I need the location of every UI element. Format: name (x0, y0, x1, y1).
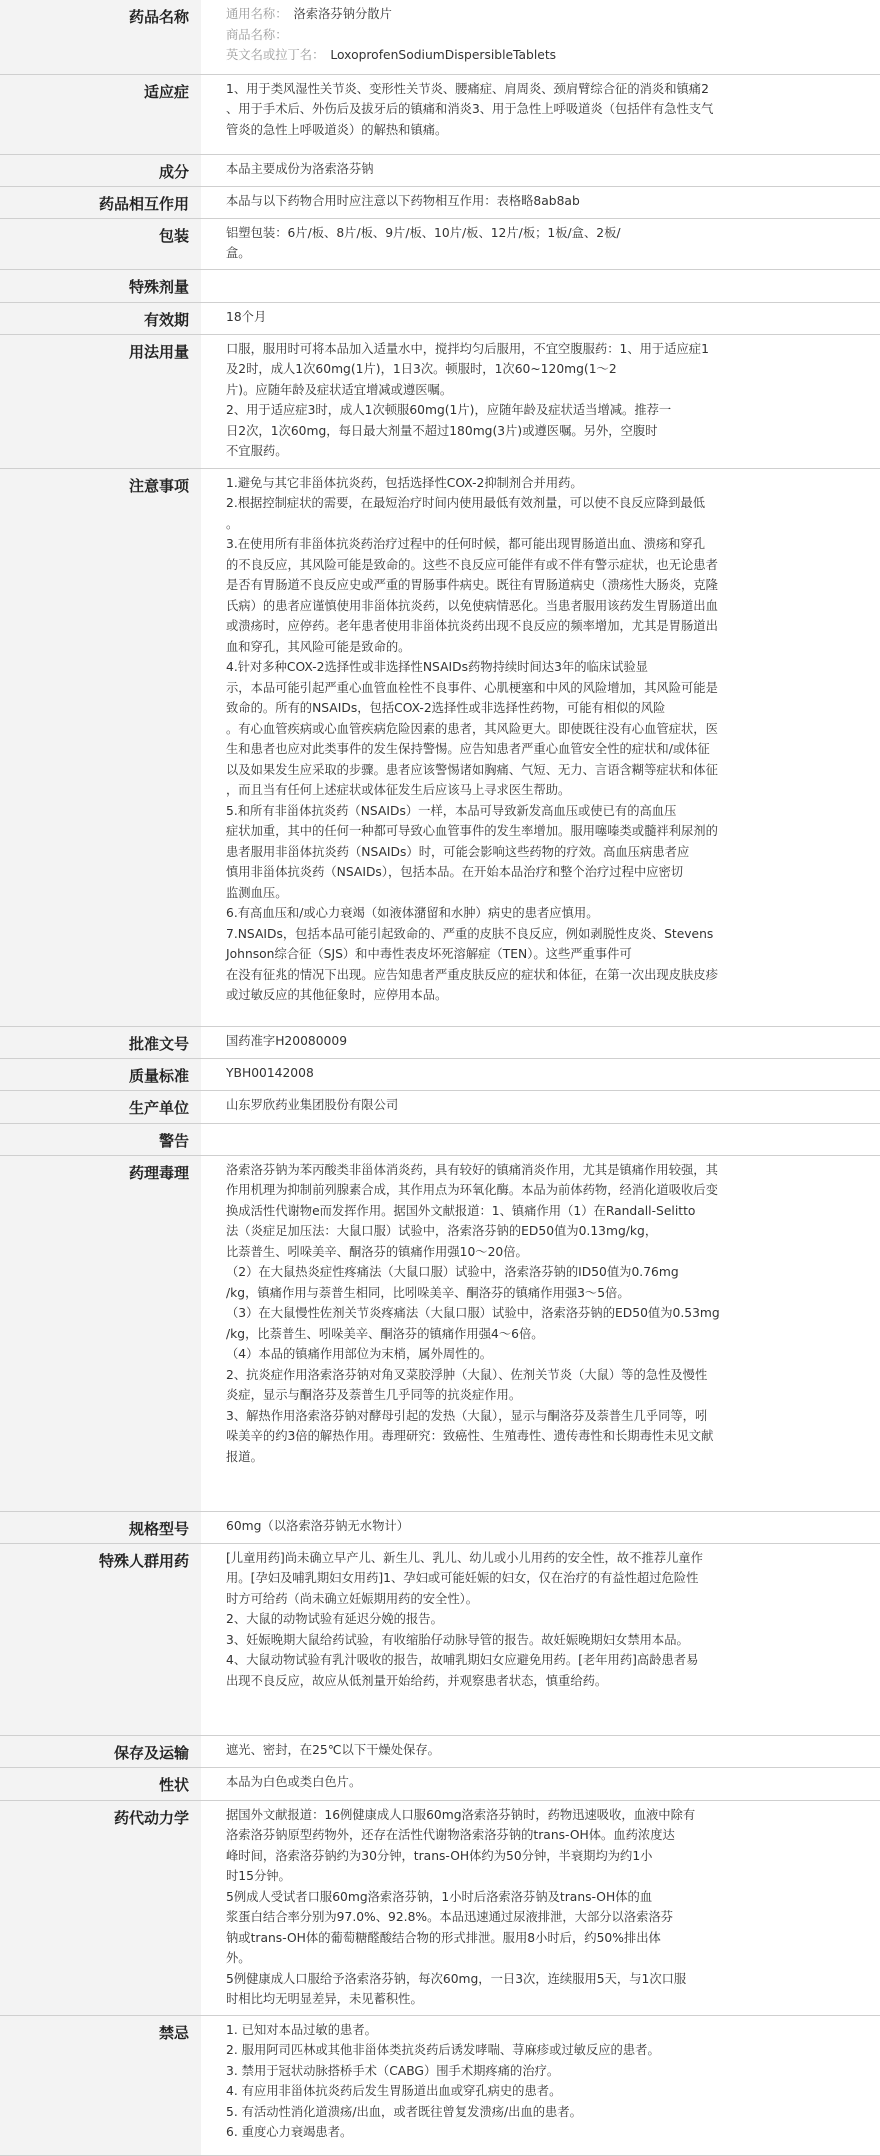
text-line: 血和穿孔，其风险可能是致命的。 (226, 639, 411, 654)
text-line: （2）在大鼠热炎症性疼痛法（大鼠口服）试验中，洛索洛芬钠的ID50值为0.76mg (226, 1265, 679, 1279)
text-line: 5. 有活动性消化道溃疡/出血，或者既往曾复发溃疡/出血的患者。 (226, 2104, 582, 2119)
text-line: 或溃疡时，应停药。老年患者使用非甾体抗炎药出现不良反应的频率增加，尤其是胃肠道出 (226, 619, 718, 633)
text-line: 据国外文献报道：16例健康成人口服60mg洛索洛芬钠时，药物迅速吸收，血液中除有 (226, 1807, 696, 1822)
spec-row (0, 2015, 880, 2155)
text-line: 钠或trans-OH体的葡萄糖醛酸结合物的形式排泄。服用8小时后，约50%排出体 (226, 1930, 661, 1945)
text-line: 2. 服用阿司匹林或其他非甾体类抗炎药后诱发哮喘、荨麻疹或过敏反应的患者。 (226, 2043, 660, 2057)
text-line: 慎用非甾体抗炎药（NSAIDs），包括本品。在开始本品治疗和整个治疗过程中应密切 (226, 865, 684, 879)
field-label: 注意事项 (0, 468, 201, 1026)
field-label: 规格型号 (0, 1511, 201, 1543)
text-line: 法（炎症足加压法：大鼠口服）试验中，洛索洛芬钠的ED50值为0.13mg/kg， (226, 1224, 658, 1238)
field-value (201, 1511, 880, 1543)
text-line: 。 (226, 516, 239, 531)
text-line: [儿童用药]尚未确立早产儿、新生儿、乳儿、幼儿或小儿用药的安全性，故不推荐儿童作 (226, 1550, 703, 1565)
name-line (226, 4, 872, 25)
field-label: 批准文号 (0, 1026, 201, 1058)
text-line: 山东罗欣药业集团股份有限公司 (226, 1097, 399, 1112)
field-label: 包装 (0, 218, 201, 269)
text-line: 5例健康成人口服给予洛索洛芬钠，每次60mg，一日3次，连续服用5天，与1次口服 (226, 1971, 687, 1986)
text-line (226, 1128, 872, 1148)
text-line: 3、解热作用洛索洛芬钠对酵母引起的发热（大鼠），显示与酮洛芬及萘普生几乎同等，吲 (226, 1408, 708, 1423)
text-line: 4. 有应用非甾体抗炎药后发生胃肠道出血或穿孔病史的患者。 (226, 2084, 562, 2098)
field-value (201, 2015, 880, 2155)
name-line (226, 25, 872, 46)
text-line: 3. 禁用于冠状动脉搭桥手术（CABG）围手术期疼痛的治疗。 (226, 2063, 560, 2078)
spec-row (0, 1155, 880, 1511)
text-line: 2.根据控制症状的需要，在最短治疗时间内使用最低有效剂量，可以使不良反应降到最低 (226, 496, 706, 510)
field-label: 禁忌 (0, 2015, 201, 2155)
text-line: /kg，镇痛作用与萘普生相同，比吲哚美辛、酮洛芬的镇痛作用强3～5倍。 (226, 1285, 630, 1300)
text-line: 用。[孕妇及哺乳期妇女用药]1、孕妇或可能妊娠的妇女，仅在治疗的有益性超过危险性 (226, 1571, 699, 1585)
text-line: 监测血压。 (226, 885, 288, 900)
text-line: 患者服用非甾体抗炎药（NSAIDs）时，可能会影响这些药物的疗效。高血压病患者应 (226, 844, 690, 859)
text-line: 片)。应随年龄及症状适宜增减或遵医嘱。 (226, 382, 453, 397)
text-line: 国药准字H20080009 (226, 1033, 348, 1048)
spec-row (0, 154, 880, 186)
field-label: 特殊人群用药 (0, 1543, 201, 1735)
text-line: 炎症，显示与酮洛芬及萘普生几乎同等的抗炎症作用。 (226, 1388, 522, 1402)
text-line: 出现不良反应，故应从低剂量开始给药，并观察患者状态，慎重给药。 (226, 1673, 608, 1688)
text-line: 2、用于适应症3时，成人1次顿服60mg(1片)，应随年龄及症状适当增减。推荐一 (226, 403, 672, 417)
text-line: 3.在使用所有非甾体抗炎药治疗过程中的任何时候，都可能出现胃肠道出血、溃疡和穿孔 (226, 537, 706, 551)
spec-row (0, 468, 880, 1026)
name-key: 英文名或拉丁名： (226, 48, 325, 62)
text-line: 报道。 (226, 1449, 263, 1464)
text-line: 示，本品可能引起严重心血管血栓性不良事件、心肌梗塞和中风的风险增加，其风险可能是 (226, 680, 718, 695)
text-line: 管炎的急性上呼吸道炎）的解热和镇痛。 (226, 122, 448, 137)
text-line: Johnson综合征（SJS）和中毒性表皮坏死溶解症（TEN）。这些严重事件可 (226, 947, 632, 961)
text-line: 5例成人受试者口服60mg洛索洛芬钠，1小时后洛索洛芬钠及trans-OH体的血 (226, 1889, 653, 1904)
field-value (201, 302, 880, 334)
spec-row (0, 1735, 880, 1767)
spec-row (0, 1543, 880, 1735)
text-line: （4）本品的镇痛作用部位为末梢，属外周性的。 (226, 1347, 493, 1361)
field-label: 成分 (0, 154, 201, 186)
text-line: 哚美辛的约3倍的解热作用。毒理研究：致癌性、生殖毒性、遗传毒性和长期毒性未见文献 (226, 1429, 714, 1443)
text-line: 18个月 (226, 309, 267, 324)
field-label: 药代动力学 (0, 1800, 201, 2015)
spec-row (0, 1058, 880, 1090)
spec-row (0, 1090, 880, 1123)
text-line: 遮光、密封，在25℃以下干燥处保存。 (226, 1742, 440, 1757)
spec-row (0, 218, 880, 269)
text-line: 致命的。所有的NSAIDs，包括COX-2选择性或非选择性药物，可能有相似的风险 (226, 701, 666, 715)
text-line: 本品与以下药物合用时应注意以下药物相互作用：表格略8ab8ab (226, 193, 580, 208)
name-line (226, 45, 872, 66)
name-value: LoxoprofenSodiumDispersibleTablets (330, 48, 557, 62)
text-line: 。有心血管疾病或心血管疾病危险因素的患者，其风险更大。即使既往没有心血管症状，医 (226, 721, 718, 736)
text-line: 洛索洛芬钠为苯丙酸类非甾体消炎药，具有较好的镇痛消炎作用，尤其是镇痛作用较强，其 (226, 1162, 718, 1177)
text-line: 7.NSAIDs，包括本品可能引起致命的、严重的皮肤不良反应，例如剥脱性皮炎、Stevens (226, 926, 714, 941)
text-line: ，而且当有任何上述症状或体征发生后应该马上寻求医生帮助。 (226, 783, 571, 797)
field-label: 用法用量 (0, 334, 201, 468)
field-label: 性状 (0, 1767, 201, 1800)
field-value (201, 1058, 880, 1090)
text-line: YBH00142008 (226, 1065, 314, 1080)
field-label: 保存及运输 (0, 1735, 201, 1767)
text-line: 症状加重，其中的任何一种都可导致心血管事件的发生率增加。服用噻嗪类或髓袢利尿剂的 (226, 824, 718, 838)
field-value (201, 1735, 880, 1767)
spec-row (0, 0, 880, 74)
text-line: 时15分钟。 (226, 1869, 291, 1883)
text-line: 6. 重度心力衰竭患者。 (226, 2125, 353, 2139)
name-value: 洛索洛芬钠分散片 (293, 7, 392, 21)
field-value (201, 1155, 880, 1511)
field-label: 药理毒理 (0, 1155, 201, 1511)
text-line: 2、抗炎症作用洛索洛芬钠对角叉菜胶浮肿（大鼠）、佐剂关节炎（大鼠）等的急性及慢性 (226, 1367, 708, 1382)
text-line: 及2时，成人1次60mg(1片)，1日3次。顿服时，1次60~120mg(1～2 (226, 362, 617, 376)
text-line: 6.有高血压和/或心力衰竭（如液体潴留和水肿）病史的患者应慎用。 (226, 906, 599, 920)
text-line: 1.避免与其它非甾体抗炎药，包括选择性COX-2抑制剂合并用药。 (226, 475, 583, 490)
text-line: 本品主要成份为洛索洛芬钠 (226, 161, 374, 176)
text-line: 不宜服药。 (226, 444, 288, 458)
field-label: 药品名称 (0, 0, 201, 74)
field-value (201, 1026, 880, 1058)
field-value (201, 468, 880, 1026)
spec-row (0, 1511, 880, 1543)
text-line: （3）在大鼠慢性佐剂关节炎疼痛法（大鼠口服）试验中，洛索洛芬钠的ED50值为0.53mg (226, 1306, 720, 1320)
spec-row (0, 269, 880, 302)
text-line: 4、大鼠动物试验有乳汁吸收的报告，故哺乳期妇女应避免用药。[老年用药]高龄患者易 (226, 1653, 699, 1667)
text-line: 4.针对多种COX-2选择性或非选择性NSAIDs药物持续时间达3年的临床试验显 (226, 660, 648, 674)
text-line: 本品为白色或类白色片。 (226, 1774, 362, 1789)
field-label: 特殊剂量 (0, 269, 201, 302)
spec-row (0, 1800, 880, 2015)
text-line (226, 274, 872, 294)
spec-row (0, 1123, 880, 1155)
text-line: 2、大鼠的动物试验有延迟分娩的报告。 (226, 1612, 443, 1626)
spec-row (0, 302, 880, 334)
text-line: 3、妊娠晚期大鼠给药试验，有收缩胎仔动脉导管的报告。故妊娠晚期妇女禁用本品。 (226, 1632, 689, 1647)
text-line: 以及如果发生应采取的步骤。患者应该警惕诸如胸痛、气短、无力、言语含糊等症状和体征 (226, 762, 718, 777)
text-line: 作用机理为抑制前列腺素合成，其作用点为环氧化酶。本品为前体药物，经消化道吸收后变 (226, 1183, 718, 1197)
text-line: 在没有征兆的情况下出现。应告知患者严重皮肤反应的症状和体征，在第一次出现皮肤皮疹 (226, 967, 718, 982)
text-line: 铝塑包装：6片/板、8片/板、9片/板、10片/板、12片/板；1板/盒、2板/ (226, 225, 621, 240)
field-value (201, 1800, 880, 2015)
text-line: 时相比均无明显差异，未见蓄积性。 (226, 1992, 423, 2006)
text-line: 换成活性代谢物e而发挥作用。据国外文献报道：1、镇痛作用（1）在Randall-Selitto (226, 1203, 696, 1218)
text-line: 5.和所有非甾体抗炎药（NSAIDs）一样，本品可导致新发高血压或使已有的高血压 (226, 803, 677, 818)
name-key: 商品名称： (226, 27, 288, 42)
field-value (201, 0, 880, 74)
text-line: 浆蛋白结合率分别为97.0%、92.8%。本品迅速通过尿液排泄，大部分以洛索洛芬 (226, 1910, 674, 1924)
spec-row (0, 74, 880, 154)
text-line: 60mg（以洛索洛芬钠无水物计） (226, 1518, 409, 1533)
field-label: 药品相互作用 (0, 186, 201, 218)
field-value (201, 218, 880, 269)
text-line: 1、用于类风湿性关节炎、变形性关节炎、腰痛症、肩周炎、颈肩臂综合征的消炎和镇痛2 (226, 81, 709, 96)
field-label: 质量标准 (0, 1058, 201, 1090)
name-key: 通用名称： (226, 7, 288, 21)
field-label: 有效期 (0, 302, 201, 334)
text-line: /kg，比萘普生、吲哚美辛、酮洛芬的镇痛作用强4～6倍。 (226, 1326, 544, 1341)
text-line: 日2次，1次60mg，每日最大剂量不超过180mg(3片)或遵医嘱。另外，空腹时 (226, 423, 658, 438)
text-line: 盒。 (226, 246, 251, 260)
field-value (201, 1090, 880, 1123)
text-line: 、用于手术后、外伤后及拔牙后的镇痛和消炎3、用于急性上呼吸道炎（包括伴有急性支气 (226, 102, 714, 116)
text-line: 峰时间，洛索洛芬钠约为30分钟，trans-OH体约为50分钟，半衰期均为约1小 (226, 1848, 653, 1863)
field-label: 适应症 (0, 74, 201, 154)
field-label: 生产单位 (0, 1090, 201, 1123)
text-line: 外。 (226, 1951, 251, 1965)
field-value (201, 1543, 880, 1735)
spec-row (0, 1767, 880, 1800)
field-value (201, 334, 880, 468)
text-line: 氏病）的患者应谨慎使用非甾体抗炎药，以免使病情恶化。当患者服用该药发生胃肠道出血 (226, 598, 718, 613)
field-value (201, 186, 880, 218)
text-line: 生和患者也应对此类事件的发生保持警惕。应告知患者严重心血管安全性的症状和/或体征 (226, 742, 710, 756)
text-line: 洛索洛芬钠原型药物外，还存在活性代谢物洛索洛芬钠的trans-OH体。血药浓度达 (226, 1828, 675, 1842)
text-line: 比萘普生、吲哚美辛、酮洛芬的镇痛作用强10～20倍。 (226, 1244, 528, 1259)
field-value (201, 74, 880, 154)
field-value (201, 154, 880, 186)
spec-row (0, 186, 880, 218)
text-line: 口服，服用时可将本品加入适量水中，搅拌均匀后服用，不宜空腹服药：1、用于适应症1 (226, 341, 709, 356)
text-line: 是否有胃肠道不良反应史或严重的胃肠事件病史。既往有胃肠道病史（溃疡性大肠炎，克隆 (226, 578, 718, 592)
field-value (201, 269, 880, 302)
spec-row (0, 334, 880, 468)
text-line: 的不良反应，其风险可能是致命的。这些不良反应可能伴有或不伴有警示症状，也无论患者 (226, 557, 718, 572)
field-label: 警告 (0, 1123, 201, 1155)
field-value (201, 1767, 880, 1800)
field-value (201, 1123, 880, 1155)
text-line: 或过敏反应的其他征象时，应停用本品。 (226, 988, 448, 1002)
spec-row (0, 1026, 880, 1058)
text-line: 1. 已知对本品过敏的患者。 (226, 2022, 377, 2037)
text-line: 时方可给药（尚未确立妊娠期用药的安全性）。 (226, 1591, 479, 1606)
